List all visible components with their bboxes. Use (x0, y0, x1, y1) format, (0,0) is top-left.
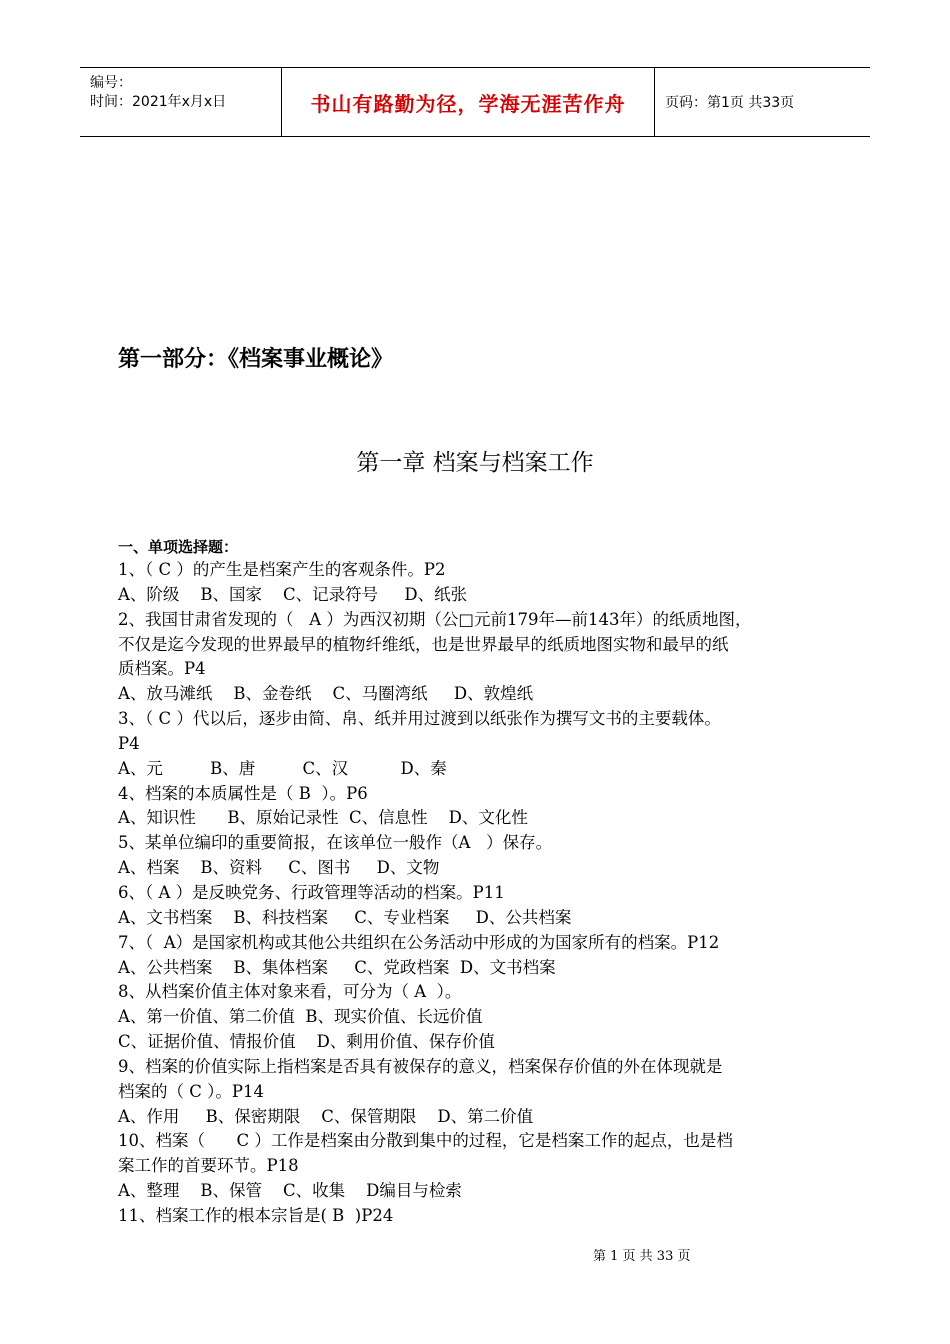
text-line: 7、（ A）是国家机构或其他公共组织在公务活动中形成的为国家所有的档案。P12 (118, 932, 720, 952)
text-line: 6、（ A ）是反映党务、行政管理等活动的档案。P11 (118, 882, 505, 902)
text-line: A、作用 B、保密期限 C、保管期限 D、第二价值 (118, 1106, 534, 1126)
text-line: 2、我国甘肃省发现的（ A ）为西汉初期（公□元前179年—前143年）的纸质地图， (118, 609, 752, 629)
text-line: 9、档案的价值实际上指档案是否具有被保存的意义，档案保存价值的外在体现就是 (118, 1056, 723, 1076)
question-list (118, 558, 848, 1229)
time-label: 时间：2021年x月x日 (90, 94, 227, 110)
text-line: P4 (118, 733, 140, 753)
text-line: A、放马滩纸 B、金卷纸 C、马圈湾纸 D、敦煌纸 (118, 684, 534, 704)
section-title: 一、单项选择题： (118, 538, 239, 556)
text-line: 4、档案的本质属性是（ B ）。P6 (118, 783, 368, 803)
header-meta (80, 68, 282, 136)
text-line: A、公共档案 B、集体档案 C、党政档案 D、文书档案 (118, 957, 556, 977)
text-line: 1、（ C ）的产生是档案产生的客观条件。P2 (118, 560, 446, 579)
text-line: 质档案。P4 (118, 659, 206, 679)
text-line: C、证据价值、情报价值 D、剩用价值、保存价值 (118, 1032, 495, 1052)
text-line: 3、（ C ）代以后，逐步由简、帛、纸并用过渡到以纸张作为撰写文书的主要载体。 (118, 709, 721, 729)
text-line: 档案的（ C ）。P14 (118, 1081, 264, 1101)
text-line: 8、从档案价值主体对象来看，可分为（ A ）。 (118, 982, 462, 1002)
chapter-title: 第一章 档案与档案工作 (356, 450, 594, 476)
text-line: A、档案 B、资料 C、图书 D、文物 (118, 858, 440, 878)
text-line: 案工作的首要环节。P18 (118, 1156, 299, 1176)
text-line: A、元 B、唐 C、汉 D、秦 (118, 758, 447, 778)
text-line: 不仅是迄今发现的世界最早的植物纤维纸，也是世界最早的纸质地图实物和最早的纸 (118, 634, 729, 654)
text-line: 5、某单位编印的重要简报，在该单位一般作（A ）保存。 (118, 833, 553, 853)
header-page-info: 页码：第1页 共33页 (665, 95, 795, 111)
text-line: A、文书档案 B、科技档案 C、专业档案 D、公共档案 (118, 907, 572, 927)
page-header (80, 67, 870, 137)
text-line: 10、档案（ C ）工作是档案由分散到集中的过程，它是档案工作的起点，也是档 (118, 1131, 733, 1151)
number-label: 编号： (90, 75, 132, 91)
text-line: A、整理 B、保管 C、收集 D编目与检索 (118, 1181, 462, 1201)
page-footer: 第 1 页 共 33 页 (593, 1249, 691, 1264)
text-line: A、阶级 B、国家 C、记录符号 D、纸张 (118, 584, 468, 604)
part-title: 第一部分：《档案事业概论》 (118, 347, 394, 372)
header-motto: 书山有路勤为径，学海无涯苦作舟 (282, 68, 655, 136)
text-line: 11、档案工作的根本宗旨是( B )P24 (118, 1205, 394, 1225)
text-line: A、第一价值、第二价值 B、现实价值、长远价值 (118, 1007, 483, 1027)
text-line: A、知识性 B、原始记录性 C、信息性 D、文化性 (118, 808, 528, 828)
